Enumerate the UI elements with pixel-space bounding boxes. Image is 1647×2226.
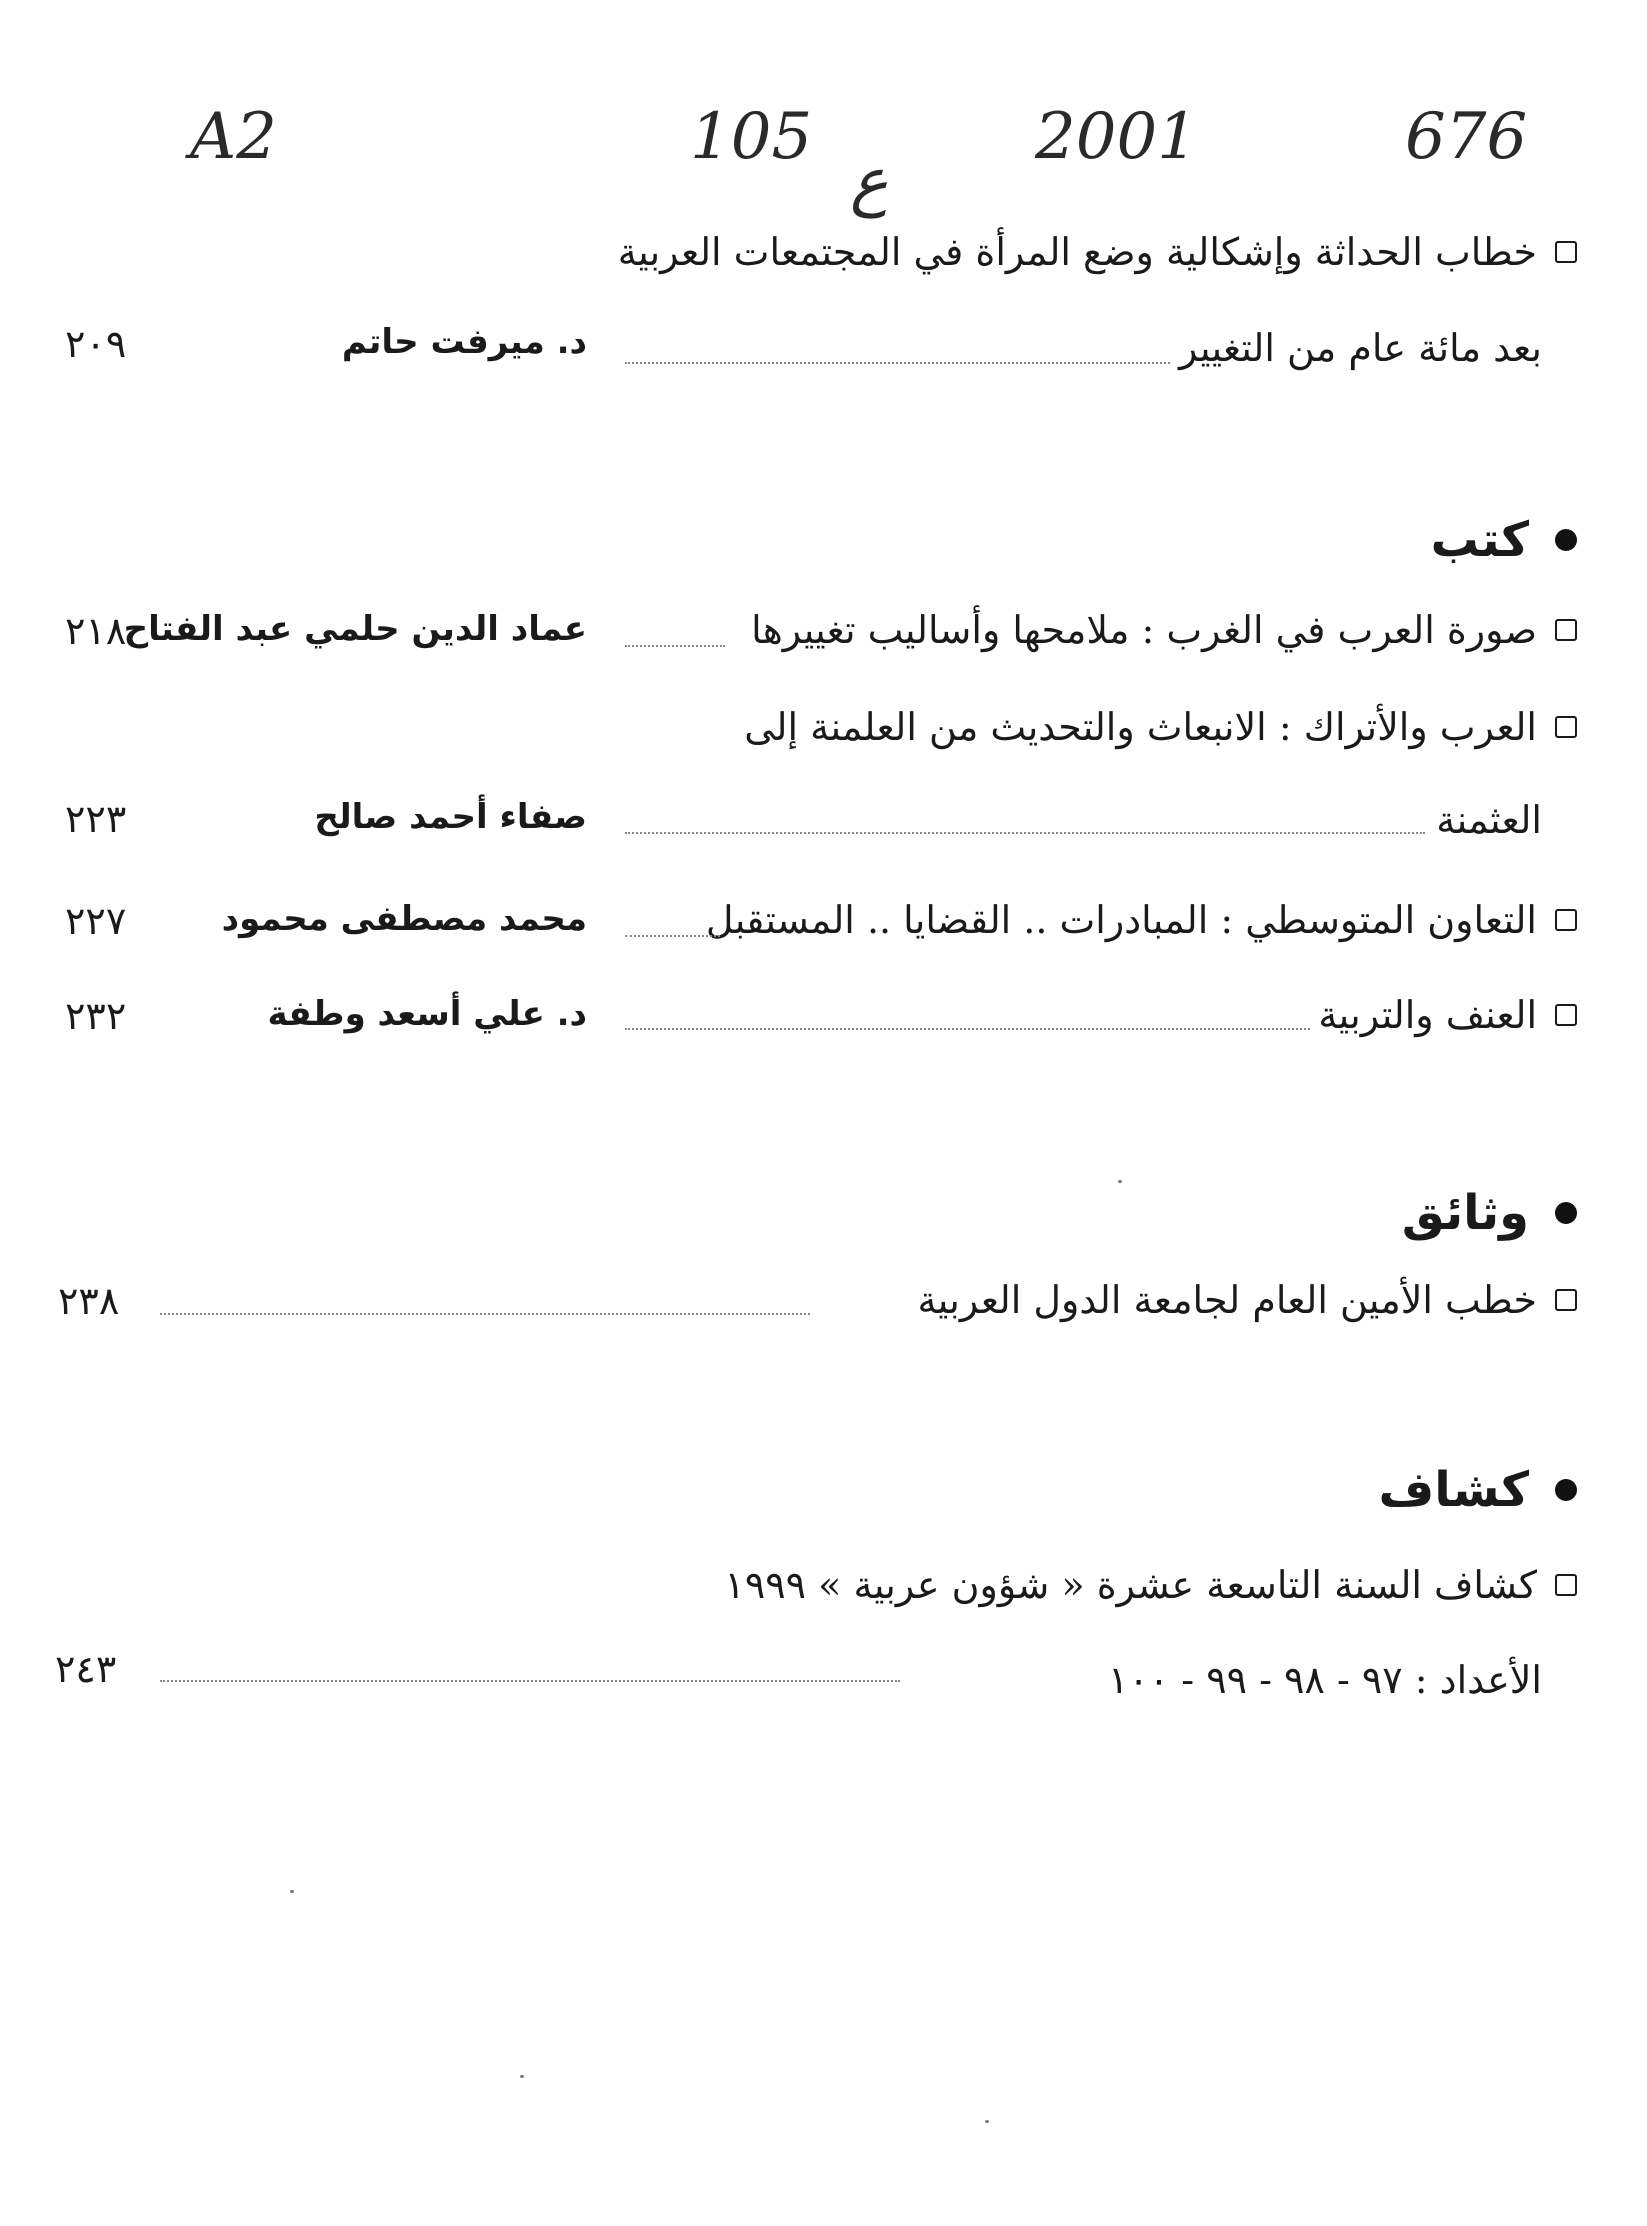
toc-entry bbox=[744, 697, 1577, 757]
toc-entry bbox=[917, 1270, 1577, 1330]
entry-title-continued: بعد مائة عام من التغيير bbox=[1179, 326, 1542, 370]
scan-speck bbox=[290, 1890, 294, 1893]
entry-author: د. ميرفت حاتم bbox=[341, 322, 587, 362]
entry-author: محمد مصطفى محمود bbox=[221, 899, 587, 939]
leader-dots bbox=[625, 1028, 1310, 1030]
entry-page-number: ٢٣٨ bbox=[58, 1279, 120, 1323]
scan-speck bbox=[520, 2075, 524, 2078]
entry-page-number: ٢٠٩ bbox=[65, 322, 127, 366]
toc-entry bbox=[706, 890, 1577, 950]
checkbox-square-icon bbox=[1555, 1289, 1577, 1311]
section-index bbox=[1378, 1455, 1577, 1525]
entry-title: خطاب الحداثة وإشكالية وضع المرأة في المجتمعات العربية bbox=[617, 230, 1537, 274]
entry-title: خطب الأمين العام لجامعة الدول العربية bbox=[917, 1278, 1537, 1322]
checkbox-square-icon bbox=[1555, 619, 1577, 641]
checkbox-square-icon bbox=[1555, 716, 1577, 738]
section-heading: كتب bbox=[1430, 512, 1529, 568]
leader-dots bbox=[625, 935, 720, 937]
leader-dots bbox=[625, 362, 1170, 364]
entry-author: د. علي أسعد وطفة bbox=[267, 994, 587, 1034]
entry-page-number: ٢٢٧ bbox=[65, 899, 127, 943]
entry-title-continued: العثمنة bbox=[1436, 798, 1542, 842]
entry-page-number: ٢٢٣ bbox=[65, 797, 127, 841]
toc-entry-continued bbox=[1108, 1650, 1542, 1710]
toc-entry-top-line1 bbox=[618, 222, 1577, 282]
checkbox-square-icon bbox=[1555, 909, 1577, 931]
toc-entry bbox=[751, 600, 1577, 660]
leader-dots bbox=[160, 1313, 810, 1315]
section-heading: وثائق bbox=[1401, 1185, 1529, 1241]
toc-entry-continued bbox=[1436, 790, 1542, 850]
handwritten-note-letter: ع bbox=[850, 145, 889, 219]
section-books bbox=[1431, 505, 1577, 575]
section-documents bbox=[1402, 1178, 1577, 1248]
section-heading: كشاف bbox=[1378, 1462, 1529, 1518]
leader-dots bbox=[625, 645, 725, 647]
handwritten-note-left: A2 bbox=[190, 100, 277, 174]
handwritten-note-right: 676 bbox=[1405, 100, 1528, 174]
bullet-icon bbox=[1555, 1202, 1577, 1224]
entry-title: كشاف السنة التاسعة عشرة « شؤون عربية » ١٩٩٩ bbox=[724, 1563, 1537, 1607]
leader-dots bbox=[160, 1680, 900, 1682]
handwritten-note-mid: 105 bbox=[690, 100, 813, 174]
entry-author: عماد الدين حلمي عبد الفتاح bbox=[123, 609, 587, 649]
entry-title: التعاون المتوسطي : المبادرات .. القضايا .. المستقبل bbox=[705, 898, 1537, 942]
bullet-icon bbox=[1555, 1479, 1577, 1501]
checkbox-square-icon bbox=[1555, 1004, 1577, 1026]
checkbox-square-icon bbox=[1555, 1574, 1577, 1596]
toc-entry bbox=[1318, 985, 1577, 1045]
scan-speck bbox=[985, 2120, 989, 2123]
bullet-icon bbox=[1555, 529, 1577, 551]
leader-dots bbox=[625, 832, 1425, 834]
entry-title: العنف والتربية bbox=[1318, 993, 1537, 1037]
checkbox-square-icon bbox=[1555, 241, 1577, 263]
entry-author: صفاء أحمد صالح bbox=[314, 797, 587, 837]
toc-entry-top-line2 bbox=[1179, 318, 1542, 378]
entry-page-number: ٢١٨ bbox=[65, 609, 127, 653]
handwritten-note-year: 2001 bbox=[1035, 100, 1198, 174]
entry-title-continued: الأعداد : ٩٧ - ٩٨ - ٩٩ - ١٠٠ bbox=[1107, 1658, 1542, 1702]
entry-page-number: ٢٤٣ bbox=[55, 1647, 117, 1691]
entry-page-number: ٢٣٢ bbox=[65, 994, 127, 1038]
toc-entry bbox=[724, 1555, 1577, 1615]
entry-title: صورة العرب في الغرب : ملامحها وأساليب تغييرها bbox=[751, 608, 1537, 652]
scan-speck bbox=[1118, 1180, 1122, 1183]
entry-title: العرب والأتراك : الانبعاث والتحديث من العلمنة إلى bbox=[744, 705, 1537, 749]
